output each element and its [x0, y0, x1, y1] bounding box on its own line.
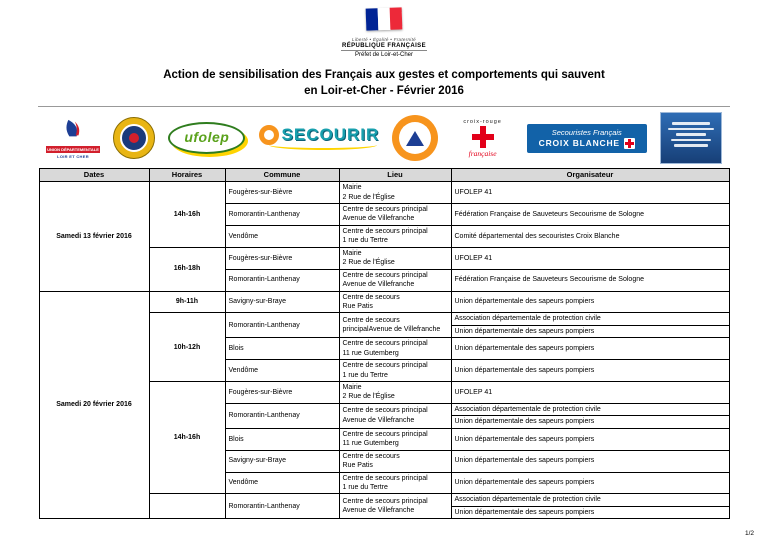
gov-prefect-label: Préfet de Loir-et-Cher — [341, 50, 427, 58]
cell-organisateur: UFOLEP 41 — [451, 182, 729, 204]
cell-organisateur: Association départementale de protection civile — [451, 403, 729, 415]
cell-lieu: Centre de secours principal 1 rue du Tertre — [339, 225, 451, 247]
cell-commune: Fougères-sur-Bièvre — [225, 382, 339, 404]
gov-header — [0, 0, 768, 58]
cell-lieu: Centre de secours principal Avenue de Villefranche — [339, 403, 451, 428]
cell-commune: Blois — [225, 428, 339, 450]
cell-lieu: Centre de secours principal 11 rue Gutemberg — [339, 428, 451, 450]
cell-lieu: Centre de secours Rue Patis — [339, 450, 451, 472]
cell-lieu: Centre de secours principalAvenue de Villefranche — [339, 313, 451, 338]
french-flag-icon — [366, 7, 403, 30]
cell-organisateur: Fédération Française de Sauveteurs Secourisme de Sologne — [451, 204, 729, 226]
cell-organisateur: Union départementale des sapeurs pompiers — [451, 338, 729, 360]
cell-organisateur: Comité départemental des secouristes Croix Blanche — [451, 225, 729, 247]
column-header-horaires: Horaires — [149, 169, 225, 182]
cell-commune: Romorantin-Lanthenay — [225, 204, 339, 226]
logo-sapeurs-pompiers — [46, 118, 100, 159]
title-line1: Action de sensibilisation des Français aux gestes et comportements qui sauvent — [163, 69, 605, 81]
cell-organisateur: Union départementale des sapeurs pompiers — [451, 428, 729, 450]
title-line2: en Loir-et-Cher - Février 2016 — [304, 84, 464, 97]
cell-lieu: Centre de secours principal 1 rue du Tertre — [339, 360, 451, 382]
cell-organisateur: Fédération Française de Sauveteurs Secourisme de Sologne — [451, 269, 729, 291]
cell-commune: Fougères-sur-Bièvre — [225, 247, 339, 269]
partner-logos-strip — [46, 110, 722, 166]
column-header-lieu: Lieu — [339, 169, 451, 182]
cell-horaires: 10h-12h — [149, 313, 225, 382]
column-header-dates: Dates — [39, 169, 149, 182]
cell-lieu: Centre de secours Rue Patis — [339, 291, 451, 313]
cell-horaires: 9h-11h — [149, 291, 225, 313]
cell-organisateur: Association départementale de protection civile — [451, 494, 729, 506]
cell-lieu: Centre de secours principal Avenue de Villefranche — [339, 269, 451, 291]
logo-croix-blanche — [527, 124, 647, 153]
cell-commune: Fougères-sur-Bièvre — [225, 182, 339, 204]
cell-commune: Savigny-sur-Braye — [225, 291, 339, 313]
page-number: 1/2 — [744, 530, 754, 537]
logo-croix-rouge — [452, 119, 514, 158]
cell-organisateur: Union départementale des sapeurs pompiers — [451, 450, 729, 472]
protection-civile-icon — [392, 115, 438, 161]
ufolep-label: ufolep — [184, 129, 230, 146]
gov-motto: Liberté • Égalité • Fraternité — [352, 37, 416, 42]
cell-lieu: Mairie 2 Rue de l'Église — [339, 382, 451, 404]
croix-rouge-script-label: française — [468, 148, 497, 158]
cell-commune: Blois — [225, 338, 339, 360]
cell-lieu: Centre de secours principal Avenue de Villefranche — [339, 204, 451, 226]
cell-organisateur: Union départementale des sapeurs pompiers — [451, 506, 729, 518]
cell-commune: Vendôme — [225, 360, 339, 382]
cell-organisateur: Association départementale de protection civile — [451, 313, 729, 325]
cell-organisateur: Union départementale des sapeurs pompiers — [451, 360, 729, 382]
table-row — [39, 182, 729, 204]
croix-blanche-line1: Secouristes Français — [551, 127, 622, 137]
cell-commune: Romorantin-Lanthenay — [225, 403, 339, 428]
column-header-commune: Commune — [225, 169, 339, 182]
cell-dates: Samedi 13 février 2016 — [39, 182, 149, 291]
cell-commune: Romorantin-Lanthenay — [225, 269, 339, 291]
column-header-organisateur: Organisateur — [451, 169, 729, 182]
logo-secourir — [259, 125, 380, 152]
cell-commune: Savigny-sur-Braye — [225, 450, 339, 472]
divider-line — [38, 106, 730, 107]
cell-organisateur: Union départementale des sapeurs pompiers — [451, 416, 729, 428]
cell-lieu: Centre de secours principal Avenue de Villefranche — [339, 494, 451, 519]
schedule-table — [39, 168, 730, 519]
table-row — [39, 291, 729, 313]
cell-organisateur: UFOLEP 41 — [451, 247, 729, 269]
lifebuoy-icon — [259, 125, 279, 145]
cell-lieu: Mairie 2 Rue de l'Église — [339, 182, 451, 204]
logo-ufolep — [168, 122, 245, 154]
white-cross-icon — [624, 138, 635, 149]
cell-lieu: Centre de secours principal 1 rue du Tertre — [339, 472, 451, 494]
cell-lieu: Centre de secours principal 11 rue Gutemberg — [339, 338, 451, 360]
cell-commune: Vendôme — [225, 472, 339, 494]
red-cross-icon — [472, 126, 494, 148]
cell-horaires — [149, 494, 225, 519]
table-header-row — [39, 169, 729, 182]
cell-lieu: Mairie 2 Rue de l'Église — [339, 247, 451, 269]
cell-horaires: 16h-18h — [149, 247, 225, 291]
pompiers-region-label: LOIR ET CHER — [57, 153, 89, 159]
croix-blanche-line2: CROIX BLANCHE — [538, 138, 620, 149]
croix-rouge-arc-label: croix-rouge — [463, 118, 502, 125]
cell-organisateur: Union départementale des sapeurs pompiers — [451, 291, 729, 313]
cell-commune: Romorantin-Lanthenay — [225, 494, 339, 519]
cell-horaires: 14h-16h — [149, 382, 225, 494]
logo-blue-partner — [660, 112, 722, 164]
cell-commune: Romorantin-Lanthenay — [225, 313, 339, 338]
gov-republic-label: RÉPUBLIQUE FRANÇAISE — [341, 43, 426, 49]
secourir-label: SECOURIR — [281, 124, 380, 144]
cell-dates: Samedi 20 février 2016 — [39, 291, 149, 519]
cell-organisateur: UFOLEP 41 — [451, 382, 729, 404]
logo-protection-civile — [392, 115, 438, 161]
crest-icon — [113, 117, 155, 159]
pompiers-banner-label: UNION DÉPARTEMENTALE — [47, 146, 99, 152]
schedule-table-body — [39, 182, 729, 519]
cell-organisateur: Union départementale des sapeurs pompiers — [451, 325, 729, 337]
cell-horaires: 14h-16h — [149, 182, 225, 248]
flame-icon — [62, 118, 84, 140]
cell-commune: Vendôme — [225, 225, 339, 247]
cell-organisateur: Union départementale des sapeurs pompiers — [451, 472, 729, 494]
page-title — [0, 68, 768, 99]
logo-crest-badge — [113, 117, 155, 159]
